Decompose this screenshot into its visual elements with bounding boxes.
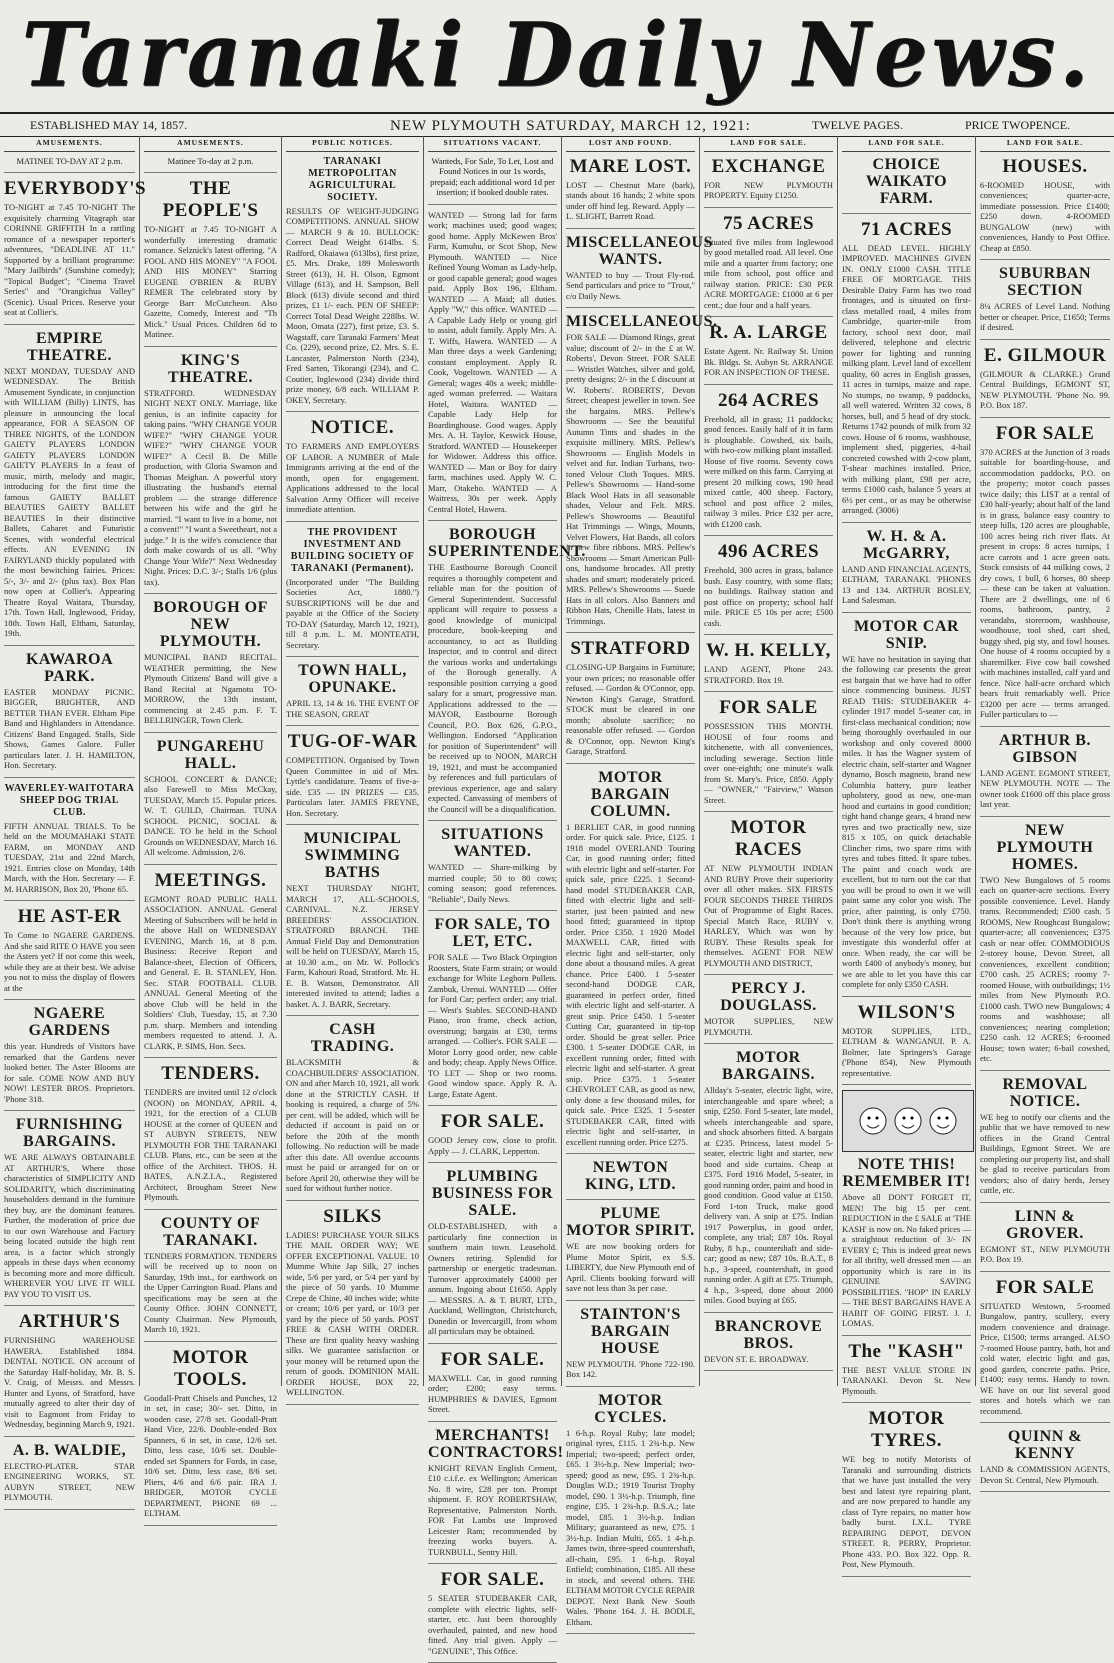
advertisement — [4, 156, 135, 174]
ad-title: FOR SALE, TO LET, ETC. — [434, 916, 551, 950]
ad-body: WANTED — Share-milking by married couple; 50 to 80 cows; coming season; good references. "Reliable", Daily News. — [428, 862, 557, 904]
ad-body: STRATFORD. WEDNESDAY NIGHT NEXT ONLY. Marriage, like genius, is an infinite capacity for taking pains. "WHY CHANGE YOUR WIFE?" "WHY CHANGE YOUR WIFE?" "WHY CHANGE YOUR WIFE?" A Cecil B. De Mille production, with Gloria Swanson and Thomas Meighan. A powerful story illustrating the husband's eternal problem — the strange difference between his wife and the girl he married. "I want to live in a home, not a convent!" "I want a Sweetheart, not a judge." It is the wife's conscience that doth make cowards of us all. "Why Change Your Wife?" Next Wednesday Night. Prices: D.C. 3/-; Stalls 1/6 (plus tax). — [144, 387, 277, 587]
advertisement — [704, 817, 833, 975]
advertisement — [566, 769, 695, 1155]
ad-body: THE Eastbourne Borough Council requires a thoroughly competent and reliable man for the position of General Superintendent. Successful applicant will require to possess a good knowledge of municipal procedure, book-keeping and accountancy, to act as Building Inspector, and to control and direct the various works and undertakings of the Borough generally. A responsible position carrying a good salary for a smart, progressive man. Applications addressed to the — MAYOR, Eastbourne Borough Council, P.O. Box 626, G.P.O., Wellington. Endorsed "Application for position of Superintendent" will be received up to NOON, MARCH 19, 1921, and must be accompanied by references and full particulars of previous experience, age and salary expected. Canvassing of members of the Council will be a disqualification. — [428, 562, 557, 814]
advertisement — [704, 697, 833, 812]
ad-body: Freehold, 300 acres in grass, balance bush. Easy country, with some flats; no buildings. Railway station and post office on property; school half mile. PRICE £5 10s per acre; £500 cash. — [704, 565, 833, 628]
page-count: TWELVE PAGES. — [812, 118, 904, 132]
ad-title: SUBURBAN SECTION — [998, 265, 1091, 299]
advertisement — [4, 906, 135, 1000]
price: PRICE TWOPENCE. — [965, 118, 1071, 132]
ad-body: GOOD Jersey cow, close to profit. Apply — J. CLARK, Lepperton. — [428, 1135, 557, 1156]
ad-body: To Come to NGAERE GARDENS. And she said RITE O HAVE you seen the Asters yet? If not come this week, while they are at their best. We advise you not to miss the display of flowers at the — [4, 930, 135, 993]
column-heading: AMUSEMENTS. — [4, 138, 135, 152]
masthead — [0, 0, 1114, 108]
ad-body: Above all DON'T FORGET IT, MEN! The big 15 per cent. REDUCTION in the £ SALE at 'THE KASH' is now on. No faked prices — a straightout reduction of 3/- IN EVERY £; This is indeed great news for all thrifty, well dressed men — an opportunity which is rare in its GENUINE SAVING POSSIBILITIES. "HOP" IN EARLY — THE BEST BARGAINS HAVE A HABIT OF GOING FIRST. J. J. LOMAS. — [842, 1192, 971, 1328]
ad-body: TO FARMERS AND EMPLOYERS OF LABOR. A NUMBER of Male Immigrants arriving at the end of the month, open for engagement. Applications addressed to the local Salvation Army Officer will receive immediate attention. — [286, 441, 419, 514]
ad-body: EGMONT ST., NEW PLYMOUTH P.O. Box 19. — [980, 1243, 1110, 1264]
ad-body: POSSESSION THIS MONTH. HOUSE of four rooms and kitchenette, with all conveniences, including sewerage. Section little over one-eighth; one minute's walk from St. Mary's. Price, £850. Apply — "OWNER," "Fairview," Watson Street. — [704, 721, 833, 805]
ad-title: WAVERLEY-WAITOTARA SHEEP DOG TRIAL CLUB. — [4, 782, 135, 818]
advertisement — [144, 156, 277, 174]
ad-body: MOTOR SUPPLIES, NEW PLYMOUTH. — [704, 1016, 833, 1037]
ad-body: EGMONT ROAD PUBLIC HALL ASSOCIATION. ANNUAL General Meeting of Subscribers will be held in the above Hall on WEDNESDAY EVENING, March 16, at 8 p.m. Business: Receive Report and Balance-sheet, Election of Officers, and General. E. B. STANLEY, Hon. Sec. STAR FOOTBALL CLUB. ANNUAL General Meeting of the above Club will be held in the Soldiers' Club, Tuesday, 15, at 7.30 p.m. sharp. Members and intending members requested to attend. J. A. CLARK, P. SIMS, Hon. Secs. — [144, 893, 277, 1051]
ad-title: MOTOR BARGAINS. — [722, 1049, 815, 1083]
ad-body: NEXT THURSDAY NIGHT, MARCH 17, ALL-SCHOOLS, CARNIVAL. N.Z. JERSEY BREEDERS' ASSOCIATION. STRATFORD BRANCH. THE Annual Field Day and Demonstration will be held on TUESDAY, March 15, at 10.30 a.m., on Mr. W. Pollock's Farm, Kahouri Road, Stratford. Mr. H. E. B. Watson, Demonstrator. All interested invited to attend; ladies a basket. A. J. BARR, Secretary. — [286, 883, 419, 1009]
advertisement — [144, 1215, 277, 1342]
advertisement — [4, 1311, 135, 1437]
ad-body: (Incorporated under "The Building Societies Act, 1880.") SUBSCRIPTIONS will be due and payable at the Office of the Society TO-DAY (Saturday, March 12, 1921), till 8 p.m. L. M. MONTEATH, Secretary. — [286, 576, 419, 650]
ad-title: HE AST-ER — [17, 906, 122, 927]
advertisement — [144, 1063, 277, 1210]
advertisement — [566, 313, 718, 633]
ad-body: 370 ACRES at the Junction of 3 roads suitable for boarding-house, and accommodation paddocks, P.O. on the property; motor coach passes twice daily; this LIST at a rental of £30 half-yearly; about half of the land is in grass, balance easy country to steep hills, 120 acres are ploughable, 100 acres being rich river flats. At present in crops: 8 acres turnips, 1 acre carrots and 1 acre green oats. Stock consists of 44 milking cows, 2 dry cows, 1 bull, 6 horses, 80 sheep — these can be taken at valuation. There are 2 dwellings, one of 6 rooms, bathroom, pantry, 2 verandahs, storeroom, washhouse, woodhouse, tool shed, cart shed, buggy shed, pig sty, and fowl houses. One house of 4 rooms occupied by a sharemilker. Five cow bail cowshed with machines installed, calf yard and fence. Nice half-acre orchard which bears fruit remarkably well. Price £3200 per acre — terms arranged. Fuller particulars to — — [980, 446, 1110, 719]
ad-body: Freehold, all in grass; 11 paddocks; good fences. Easily half of it in farm is ploughable. Cowshed, six bails, with two-cow milking plant installed. House of five rooms. Seventy cows were milked on this farm. Carrying at present 20 milking cows, 190 head mixed cattle, 400 sheep. Factory, school and post office 2 miles, railway 3 miles. Price £32 per acre, with £1200 cash. — [704, 413, 833, 529]
ad-body: WE ARE ALWAYS OBTAINABLE AT ARTHUR'S, Where those characteristics of SIMPLICITY AND SOLIDARITY, which discriminating householders demand in the furniture they buy, are the dominant features. Further, the moderation of price due to our own Warehouse and Factory being located outside the high rent area, is a factor which strongly appeals in these days when economy is becoming more and more difficult. WHEREVER YOU LIVE IT WILL PAY YOU TO VISIT US. — [4, 1152, 135, 1299]
ad-body: TENDERS FORMATION. TENDERS will be received up to noon on Saturday, 19th inst., for earthwork on the Upper Carrington Road. Plans and specifications may be seen at the County Office. JOHN CONNETT, County Chairman. New Plymouth, March 10, 1921. — [144, 1250, 277, 1334]
ad-title: PLUMBING BUSINESS FOR SALE. — [431, 1168, 554, 1219]
advertisement — [842, 1408, 971, 1577]
ad-body: NEW PLYMOUTH. 'Phone 722-190. Box 142. — [566, 1358, 695, 1379]
ad-title: FOR SALE — [995, 422, 1095, 444]
ad-title: BOROUGH OF NEW PLYMOUTH. — [153, 599, 268, 650]
advertisement — [144, 1347, 277, 1526]
advertisement — [566, 1392, 695, 1635]
ad-title: MISCELLANEOUS. — [566, 313, 718, 330]
advertisement — [144, 870, 277, 1059]
ad-body: Estate Agent. Nr. Railway St. Union Bk. Bldgs. St. Aubyn St. ARRANGE FOR AN INSPECTION OF THESE. — [704, 346, 833, 377]
ad-body: ALL DEAD LEVEL. HIGHLY IMPROVED. MACHINES GIVEN IN. ONLY £1000 CASH. TITLE FREE OF MORTGAGE. THIS Desirable Dairy Farm has two road frontages, and is situated on first-class metalled road, 4 miles from Cambridge, quarter-mile from factory, school next door, mail delivered, telephone and electric power for lighting and running milking plant. Level land of excellent quality, 60 acres in English grasses, 11 acres in turnips, maize and rape. No stumps, no swamp, 9 paddocks, all well watered. Written 32 cows, 8 horses, bull, and 5 head of dry stock. Returns 1742 pounds of milk from 32 cows. House of 6 rooms, washhouse, implement shed, piggeries, 4-bail concreted cowshed with 2-cow plant, T-shear machines installed. Price, with milking plant, £98 per acre, terms £1000 cash, balance 5 years at 6½ per cent., or as may be otherwise arranged. (3006) — [842, 242, 971, 515]
advertisement — [980, 822, 1110, 1071]
ad-body: this year. Hundreds of Visitors have remarked that the Gardens never looked better. The Aster Blooms are for sale. COME NOW AND BUY NOW! LESTER BROS. Proprietors. 'Phone 318. — [4, 1041, 135, 1104]
column-8 — [976, 136, 1114, 1485]
ad-title: PUNGAREHU HALL. — [156, 737, 265, 772]
ad-title: EVERYBODY'S — [4, 178, 147, 199]
ad-title: R. A. LARGE — [709, 322, 828, 343]
advertisement — [980, 345, 1110, 418]
advertisement — [428, 1426, 564, 1565]
ad-title: 71 ACRES — [860, 218, 953, 240]
ad-title: PLUME MOTOR SPIRIT. — [566, 1205, 695, 1239]
ad-title: ARTHUR B. GIBSON — [999, 731, 1091, 766]
advertisement — [4, 783, 135, 902]
ad-title: LINN & GROVER. — [1006, 1207, 1084, 1242]
ad-body: MOTOR SUPPLIES, LTD., ELTHAM & WANGANUI. P. A. Bolmer, late Springers's Garage ('Phone 854), New Plymouth representative. — [842, 1025, 971, 1078]
ad-title: SILKS — [323, 1205, 382, 1227]
advertisement — [4, 1442, 135, 1510]
column-6 — [700, 136, 838, 1386]
ad-title: THE PROVIDENT INVESTMENT AND BUILDING SOCIETY OF TARANAKI (Permanent). — [290, 526, 415, 574]
ad-title: REMOVAL NOTICE. — [1002, 1075, 1088, 1110]
ad-title: MOTOR TOOLS. — [172, 1346, 249, 1390]
established-date: ESTABLISHED MAY 14, 1857. — [30, 118, 188, 132]
advertisement — [428, 1349, 557, 1422]
ad-body: ELECTRO-PLATER. STAR ENGINEERING WORKS, ST. AUBYN STREET, NEW PLYMOUTH. — [4, 1460, 135, 1502]
ad-title: MOTOR CAR SNIP. — [853, 617, 960, 652]
ad-body: SITUATED Westown, 5-roomed Bungalow, pantry, scullery, every modern convenience and drainage. Price, £1500; terms arranged. ALSO 7-roomed House pantry, bath, hot and cold water, electric light and gas, good garden, concrete paths. Price, £1400; easy terms. Handy to town. WE have on our list several good stores and hotels which we can recommend. — [980, 1300, 1110, 1416]
ad-body: TO-NIGHT at 7.45 TO-NIGHT The exquisitely charming Vitagraph star CORINNE GRIFFITH In a rattling romance of a newspaper reporter's adventures, "DEADLINE AT 11." Supported by a brilliant programme: "Mary Jailbirds" (Sunshine comedy); "Topical Budget"; "Cinema Travel Series" and "Orangichua Valley" (Scenic). Usual Prices. Reserve your seat at Collier's. — [4, 202, 135, 317]
column-heading: LOST AND FOUND. — [566, 138, 695, 152]
ad-note: MATINEE TO-DAY AT 2 p.m. — [16, 155, 123, 166]
ad-title: WILSON'S — [857, 1001, 956, 1023]
advertisement — [4, 178, 147, 325]
column-heading: AMUSEMENTS. — [144, 138, 277, 152]
ad-body: WE have no hesitation in saying that the following car presents the great est bargain that we have had to offer since commencing business. JUST READ THIS: STUDEBAKER 4-cylinder 1917 model 5-seater car, in first-class mechanical condition; now being thoroughly overhauled in our workshop and only covered 8000 miles. It has the Wagner system of electric chain, self-starter and Wagner dynamo, Bosch magneto, brand new Columbia battery, pure leather upholstery, good as new, one-man hood and curtains in good condition; right hand change gears, 4 brand new tyres and two practically new, size 815 x 105, on quick detachable Clincher rims, two spare rims with tyres and tubes fitted. It spare tubes. The paint and coach work are excellent, but to turn out the car that you will be proud to own it we will paint same any color you wish. The price, after painting, is only £750. Don't think there is anything wrong because of the very low price, but investigate this wonderful offer at once. When ready, the car will be worth £400 of anybody's money, but we are able to let you have this car complete for only £350 CASH. — [842, 653, 971, 989]
ad-body: TO-NIGHT at 7.45 TO-NIGHT A wonderfully interesting dramatic romance. Selznick's latest offering. "A FOOL AND HIS MONEY" "A FOOL AND HIS MONEY" Starring EUGENE O'BRIEN & RUBY REMER The celebrated story by George Barr McCutcheon. Also Gazette, Comedy, Interest and "Th Mick." Usual Prices. Children 6d to Matinee. — [144, 224, 277, 339]
ad-body: LAND AND FINANCIAL AGENTS, ELTHAM, TARANAKI. 'PHONES 13 and 134. ARTHUR BOSLEY, Land Salesman. — [842, 563, 971, 605]
ad-title: NGAERE GARDENS — [28, 1005, 111, 1039]
advertisement — [980, 1208, 1110, 1272]
advertisement — [428, 1168, 557, 1344]
ad-title: The "KASH" — [848, 1340, 965, 1362]
advertisement — [842, 1090, 971, 1336]
advertisement — [704, 980, 833, 1044]
advertisement — [842, 1341, 971, 1404]
ad-body: OLD-ESTABLISHED, with a particularly fine connection in southern main town. Leasehold. Owners retiring. Splendid for partnership or energetic tradesman. Turnover approximately £4000 per annum. Ingoing about £1650. Apply — MESSRS. A. & T. BURT, LTD., Auckland, Wellington, Christchurch, Dunedin or Invercargill, from whom all particulars may be obtained. — [428, 1221, 557, 1336]
ad-title: FURNISHING BARGAINS. — [15, 1116, 124, 1150]
ad-body: 1 BERLIET CAR, in good running order. For quick sale. Price, £125. 1 1918 model OVERLAND Touring Car, in good running order; fitted with electric light and self-starter. For quick sale, price £225. 1 Second-hand model STUDEBAKER CAR, fitted with electric light and self-starter, just been painted and new hood fitted; guaranteed in tiptop order. Price £350. 1 1920 Model MAXWELL CAR, fitted with electric light and self-starter, only done about a thousand miles. A great chance. Price £400. 1 5-seater second-hand DODGE CAR, guaranteed in perfect order, fitted with electric light and self-starter. A great snip. Price £450. 1 5-seater Cutting Car, guaranteed in tip-top order. Should be great seller. Price £300. 1 5-seater DODGE CAR, in excellent running order, fitted with electric light and self-starter. A great snip. Price £375. 1 5-seater CHEVROLET CAR, as good as new, only done a few thousand miles, for quick sale. Price £325. 1 5-seater STUDEBAKER CAR, fitted with electric light and self-starter, in excellent running order. Price £275. — [566, 821, 695, 1147]
ad-body: WANTED — Strong lad for farm work; machines used; good wages; good home. Apply McKewen Bros' Farm, Kumuhu, or Scot Shop, New Plymouth. WANTED — Nice Refined Young Woman as Lady-help, or good capable general; good wages paid. Apply Box 196, Eltham. WANTED — A Maid; all duties. Apply "W," this office. WANTED — A Capable Lady Help or young girl to assist, adult family. Apply Mrs. A. T. Wiffs, Hawera. WANTED — A Man three days a week Gardening; constant employment. Apply R. Cook, Vogeltown. WANTED — A General; wages 40s a week; middle-aged woman preferred. — Waitara Hotel, Waitara. WANTED — Capable Lady Help for Boardinghouse. Good wages. Apply Mrs. A. H. Taylor, Keswick House, Stratford. WANTED — Housekeeper for Widower. Address this office. WANTED — Man or Boy for dairy farm, machines used. Apply W. C. Marr, Otakeho. WANTED — A Waitress, 30s per week. Apply Central Hotel, Hawera. — [428, 209, 557, 514]
issue-date: NEW PLYMOUTH SATURDAY, MARCH 12, 1921: — [390, 118, 751, 134]
column-1 — [0, 136, 147, 1502]
ad-title: MOTOR BARGAIN COLUMN. — [590, 768, 671, 820]
ad-body: 5 SEATER STUDEBAKER CAR, complete with electric lights, self-starter, etc. Just been thoroughly overhauled, painted, and new hood fitted. Any trial given. Apply — "GENUINE", This Office. — [428, 1593, 557, 1656]
ad-title: A. B. WALDIE, — [12, 1441, 127, 1459]
ad-title: THE PEOPLE'S — [162, 178, 259, 221]
advertisement — [980, 265, 1110, 340]
ad-title: MERCHANTS! CONTRACTORS! — [428, 1426, 564, 1461]
ad-body: WE beg to notify Motorists of Taranaki and surrounding districts that we have just installed the very best and latest tyre repairing plant, and are now prepared to handle any class of Tyre repairs, no matter how badly burst. I.X.L. TYRE REPAIRING DEPOT, DEVON STREET. R. PERRY, Proprietor. Phone 433. P.O. Box 322. Opp. R. Post, New Plymouth. — [842, 1454, 971, 1569]
ad-body: Situated five miles from Inglewood by good metalled road. All level. One mile and a quarter from factory; one mile from school, post office and railway station. PRICE: £30 PER ACRE MORTGAGE: £1000 at 6 per cent.; due four and a half years. — [704, 236, 833, 310]
ad-title: TOWN HALL, OPUNAKE. — [298, 662, 407, 696]
advertisement — [566, 1205, 695, 1301]
ad-body: 6-ROOMED HOUSE, with conveniences; quarter-acre, immediate possession. Price £1400; £250 down. 4-ROOMED BUNGALOW (new) with conveniences, Handy to Post Office. Cheap at £850. — [980, 179, 1110, 253]
ad-title: 75 ACRES — [722, 212, 815, 234]
ad-title: NEWTON KING, LTD. — [584, 1159, 677, 1193]
ad-body: FOR NEW PLYMOUTH PROPERTY. Equity £1250. — [704, 179, 833, 200]
ad-title: STRATFORD — [570, 638, 691, 659]
advertisement — [980, 156, 1110, 261]
ad-body: EASTER MONDAY PICNIC. BIGGER, BRIGHTER, AND BETTER THAN EVER. Eltham Pipe Band and Highlanders in Attendance. Citizens' Band Engaged. Stalls, Side Shows, Games Galore. Fuller particulars later. J. H. HAMILTON, Hon. Secretary. — [4, 686, 135, 770]
ad-title: FOR SALE — [719, 697, 818, 718]
ad-body: LAND AGENT, Phone 243. STRATFORD. Box 19. — [704, 664, 833, 685]
ad-title: EXCHANGE — [711, 155, 826, 177]
advertisement — [144, 599, 277, 733]
ad-body: (GILMOUR & CLARKE.) Grand Central Buildings, EGMONT ST, NEW PLYMOUTH. 'Phone No. 99. P.O. Box 187. — [980, 368, 1110, 410]
ad-body: COMPETITION. Organised by Town Queen Committee in aid of Mrs. Lyttle's candidature. Teams of five-a-side. £35 — IN PRIZES — £35. Particulars later. JAMES FREYNE, Hon. Secretary. — [286, 755, 419, 818]
ad-title: CASH TRADING. — [310, 1021, 395, 1055]
ad-body: SCHOOL CONCERT & DANCE; also Farewell to Miss McCkay, TUESDAY, March 15. Popular prices. W. T. GUILD, Chairman. TUNA SCHOOL PICNIC, SOCIAL & DANCE. TO be held in the School Grounds on WEDNESDAY, March 16. All welcome. Admission, 2/6. — [144, 773, 278, 857]
ad-body: KNIGHT REVAN English Cement, £10 c.i.f.e. ex Wellington; American No. 8 wire, £28 per ton. Prompt shipment. F. ROY ROBERTSHAW, Representative, Palmerston North. FOR Fat Lambs use Improved Leicester Ram; recommended by freezing works buyers. A. TURNBULL, Sentry Hill. — [428, 1462, 557, 1557]
advertisement — [286, 417, 419, 522]
ad-body: MUNICIPAL BAND RECITAL. WEATHER permitting, the New Plymouth Citizens' Band will give a Band Recital at Ngamotu TO-MORROW, the 13th instant, commencing at 2.45 p.m. F. T. BELLRINGER, Town Clerk. — [144, 652, 277, 725]
column-5 — [562, 136, 718, 1627]
advertisement — [980, 1277, 1110, 1424]
ad-body: NEXT MONDAY, TUESDAY AND WEDNESDAY. The British Amusement Syndicate, in conjunction with WILLIAM (Billy) LINTS, has pleasure in announcing the local appearance, FOR A SEASON OF THREE NIGHTS, of the LONDON GAIETY PLAYERS LONDON GAIETY PLAYERS LONDON GAIETY PLAYERS In a feast of music, mirth, melody and magic, introducing for the first time the famous GAIETY BALLET BEAUTIES GAIETY BALLET BEAUTIES In their distinctive Ballets, Cabaret and Futuristic Scenes, with wonderful electrical effects. AN EVENING IN FAIRYLAND thickly populated with the most bewitching fairies. Prices: 5/-, 3/- and 2/- (plus tax). Box Plan now open at Collier's. Appearing Theatre Royal Waitara, Thursday, 17th. Town Hall, Inglewood, Friday, 18th. Town Hall, Eltham, Saturday, 19th. — [4, 365, 135, 638]
ad-title: MOTOR CYCLES. — [594, 1391, 667, 1426]
advertisement — [566, 233, 713, 309]
ad-title: KAWAROA PARK. — [25, 650, 114, 685]
ad-body: LAND AGENT. EGMONT STREET, NEW PLYMOUTH. NOTE — The owner took £1600 off this place gross last year. — [980, 767, 1110, 809]
advertisement — [428, 526, 586, 821]
column-heading: PUBLIC NOTICES. — [286, 138, 419, 152]
advertisement — [144, 738, 277, 865]
ad-body: WANTED to buy — Trout Fly-rod. Send particulars and price to "Trout," c/o Daily News. — [566, 269, 695, 301]
ad-title: W. H. KELLY, — [706, 640, 831, 661]
advertisement — [428, 210, 557, 522]
ad-title: TENDERS. — [161, 1063, 260, 1084]
column-heading: SITUATIONS VACANT. — [428, 138, 557, 152]
ad-body: LAND & COMMISSION AGENTS, Devon St. Central, New Plymouth. — [980, 1464, 1110, 1485]
advertisement — [286, 662, 419, 726]
ad-title: ARTHUR'S — [18, 1311, 121, 1332]
ad-title: NEW PLYMOUTH HOMES. — [996, 821, 1094, 873]
advertisement — [566, 638, 695, 764]
advertisement — [842, 219, 971, 523]
advertisement — [704, 213, 833, 318]
advertisement — [428, 156, 557, 205]
column-4 — [424, 136, 586, 1656]
advertisement — [842, 1002, 971, 1086]
ad-title: NOTICE. — [310, 417, 395, 438]
ad-title: W. H. & A. McGARRY, — [863, 527, 950, 562]
advertisement — [842, 528, 971, 613]
masthead-title: Taranaki Daily News. — [21, 2, 1093, 106]
ad-body: APRIL 13, 14 & 16. THE EVENT OF THE SEASON, GREAT — [286, 698, 419, 719]
advertisement — [4, 330, 135, 646]
ad-title: CHOICE WAIKATO FARM. — [865, 155, 948, 207]
advertisement — [704, 1318, 833, 1372]
ad-body: 8¼ ACRES of Level Land. Nothing better or cheaper. Price, £1650; Terms if desired. — [980, 301, 1110, 332]
ad-body: TWO New Bungalows of 5 rooms each on quarter-acre sections. Every possible convenience. Level. Handy trams. Recommended; £500 cash. 5 ROOMS, New Roughcast Bungalow; quarter-acre; all conveniences; £375 cash or near offer. COMMODIOUS 2-storey house, Devon Street, all conveniences, excellent condition; £700 cash. 25 ACRES; roomy 7-roomed House, with outbuildings; 1½ miles from New Plymouth P.O. £1000 cash. TWO new Bungalows; 4 rooms and washhouse; all conveniences; nearing completion; £250 cash. 12 ACRES; 6-roomed House; town water; 6-bail cowshed, etc. — [980, 874, 1110, 1063]
ad-body: AT NEW PLYMOUTH INDIAN AND RUBY Prove their superiority over all other makes. SIX FIRSTS FOUR SECONDS THREE THIRDS Out of Programme of Eight Races. Special Match Race, RUBY v. HARLEY, Which was won by RUBY. These Results speak for themselves. AGENT FOR NEW PLYMOUTH AND DISTRICT, — [704, 863, 833, 968]
advertisement — [842, 156, 971, 214]
advertisement — [704, 390, 833, 537]
column-3 — [282, 136, 424, 1397]
advertisement — [704, 1049, 833, 1313]
dateline — [0, 112, 1114, 137]
ad-note: Wanteds, For Sale, To Let, Lost and Found Notices in our 1s words, prepaid; each additional word 1d per insertion; if booked double rates. — [430, 155, 555, 197]
column-7 — [838, 136, 976, 1569]
advertisement — [144, 352, 277, 595]
ad-body: 1 6-h.p. Royal Ruby; late model; original tyres, £115. 1 2¾-h.p. New Imperial; two-speed; perfect order, £65. 1 3½-h.p. New Imperial; two-speed; good as new, £95. 1 2¾-h.p. Douglas W.D.; 1919 Tourist Trophy model, £90. 1 3½-h.p. Triumph, fine engine, £35. 1 2¾-h.p. B.S.A.; late model, £85. 1 3½-h.p. Indian Military; guaranteed as new, £75. 1 3½-h.p. Indian Multi, £65. 1 4-h.p. James twin, three-speed countershaft, all-chain, £95. 1 6-h.p. Royal Enfield; combination, £185. All these in stock, and several others. THE ELTHAM MOTOR CYCLE REPAIR DEPOT. Next Bank New South Wales. 'Phone 164. J. H. BODLE, Eltham. — [566, 1427, 695, 1627]
advertisement — [4, 651, 135, 778]
ad-body: Allday's 5-seater, electric light, wire, interchangeable and spare wheel; a snip, £250. Ford 5-seater, late model, wheels interchangeable and spare, and shock absorbers fitted. A bargain at £235. Princess, latest model 5-seater, electric light and starter, new hood and side curtains. Cheap at £375. Ford 1916 Model, 5-seater, in good running order, paint and hood in good condition. Good value at £150. Ford 1-ton Truck, make good delivery van. A snip at £75. Indian 1917 Powerplus, in good order, complete, any trial; £87 10s. Royal Ruby, 8 h.p., countershaft and side-car; good as new; £87 10s. B.A.T., 8 h.p., 3-speed, countershaft, in good running order. A gift at £75. Triumph, 4 h.p., 3-speed, done about 2000 miles. Good buying at £65. — [704, 1085, 833, 1305]
advertisement — [428, 1111, 557, 1163]
advertisement — [286, 1206, 419, 1405]
advertisement — [980, 1428, 1110, 1492]
column-heading: LAND FOR SALE. — [980, 138, 1110, 152]
advertisement — [4, 1116, 135, 1306]
ad-title: 496 ACRES — [717, 541, 820, 562]
ad-body: DEVON ST. E. BROADWAY. — [704, 1353, 809, 1364]
advertisement — [428, 826, 557, 911]
advertisement — [704, 541, 833, 635]
ad-title: MISCELLANEOUS WANTS. — [566, 233, 713, 268]
advertisement — [4, 1005, 135, 1111]
ad-title: EMPIRE THEATRE. — [26, 329, 113, 364]
ad-body: LADIES! PURCHASE YOUR SILKS THE MAIL ORDER WAY; WE OFFER EXCEPTIONAL VALUE. 10 Mumme White Jap Silk, 27 inches wide, 5/6 per yard, or 5/4 per yard by the piece of 50 yards. 10 Mumme Crepe de Chine, 40 inches wide; white or cream; 10/6 per yard, or 10/3 per yard by the piece of 50 yards. POST FREE & CASH WITH ORDER. These are first quality heavy washing silks. We guarantee satisfaction or your money will be returned upon the return of goods. DOMINION MAIL ORDER HOUSE, BOX 22, WELLINGTON. — [286, 1229, 419, 1397]
ad-body: Goodall-Pratt Chisels and Punches, 12 in set, in case; 30/- set. Ditto, in wooden case, 27/8 set. Goodall-Pratt Hand Vice, 22/6. Double-ended Box Spanners, 6 in set, in case, 12/6 set. Ditto, less case, 10/6 set. Double-ended set Spanners for Fords, in case, 10/6 set. Ditto, less case, 8/6 set. Pliers, 4/6 and 6/6 pair. IRA J. BRIDGER, MOTOR CYCLE DEPARTMENT, PHONE 69 ... ELTHAM. — [144, 1392, 277, 1518]
ad-body: CLOSING-UP Bargains in Furniture; your own prices; no reasonable offer refused. — Gordon & O'Connor, opp. Newton King's Garage, Stratford. STOCK must be cleared in one month; absolute sacrifice; no reasonable offer refused. — Gordon & O'Connor, opp. Newton King's Garage, Stratford. — [566, 662, 695, 756]
ad-title: BOROUGH SUPERINTENDENT. — [428, 526, 586, 560]
ad-title: TUG-OF-WAR — [287, 731, 418, 752]
ad-body: WE are now booking orders for Plume Motor Spirit, ex S.S. LIBERTY, due New Plymouth end of April. Clients booking forward will save not less than 3s per case. — [566, 1241, 695, 1293]
ad-title: PERCY J. DOUGLASS. — [720, 980, 817, 1014]
advertisement — [566, 156, 695, 229]
advertisement — [286, 830, 419, 1016]
faces-illustration-icon — [853, 1096, 963, 1146]
ad-title: SITUATIONS WANTED. — [441, 826, 544, 860]
ad-body: THE BEST VALUE STORE IN TARANAKI. Devon St. New Plymouth. — [842, 1364, 971, 1396]
ad-title: MEETINGS. — [154, 869, 267, 891]
ad-title: STAINTON'S BARGAIN HOUSE — [580, 1305, 681, 1357]
column-heading: LAND FOR SALE. — [842, 138, 971, 152]
advertisement — [144, 178, 277, 347]
ad-title: MUNICIPAL SWIMMING BATHS — [303, 830, 402, 881]
ad-title: E. GILMOUR — [983, 344, 1107, 366]
ad-title: FOR SALE — [995, 1276, 1095, 1298]
advertisement — [286, 527, 419, 658]
column-heading: LAND FOR SALE. — [704, 138, 833, 152]
ad-body: LOST — Chestnut Mare (bark), stands about 16 hands; 2 white spots under off hind leg. Reward. Apply — L. SLIGHT, Barrett Road. — [566, 179, 695, 221]
advertisement — [704, 322, 833, 385]
ad-body: WE beg to notify our clients and the public that we have removed to new offices in the Grand Central Buildings, Egmont Street. We are completing our property list, and shall be glad to receive particulars from vendors; also of dairy herds, Jersey cattle, etc. — [980, 1111, 1110, 1195]
ad-title: NOTE THIS! REMEMBER IT! — [842, 1156, 971, 1190]
advertisement — [980, 1076, 1110, 1203]
ad-title: MOTOR TYRES. — [868, 1408, 945, 1451]
advertisement — [428, 916, 557, 1106]
ad-title: BRANCROVE BROS. — [714, 1317, 823, 1352]
ad-body: FURNISHING WAREHOUSE HAWERA. Established 1884. DENTAL NOTICE. ON account of the Saturday Half-holiday, Mr. B. S. V. Craig, of Messrs. and Messrs. Hunter and Lyons, of Stratford, have mutually agreed to alter their day of visit to Eagmont from Friday to Wednesday, beginning March 9, 1921. — [4, 1335, 135, 1429]
ad-title: QUINN & KENNY — [1007, 1428, 1083, 1462]
ad-title: KING'S THEATRE. — [167, 351, 254, 386]
ad-body: FOR SALE — Diamond Rings, great value; discount of 2/- in the £ at W. Roberts', Devon Street. FOR SALE — Wristlet Watches, silver and gold, pretty designs; 2/- in the £ discount at W. Roberts'. ROBERTS', Devon Street; cheapest jeweller in town. See the bargains. MRS. Pellew's Showrooms — See the beautiful Autumn Tints and shades in the exquisite millinery. MRS. Pellew's Showrooms — English Models in velvet and fur. Indian Turbans, two-toned Velour Cloth Toques. MRS. Pellew's Showrooms — Hand-some Black Wool Hats in all seasonable shades, Velour and Felt. MRS. Pellew's Showrooms — Beautiful Hat Trimmings — Wings, Mounts, Velvet Flowers, Hat Bands, all colors in new fibre ribbons. MRS. Pellew's Showrooms — Smart American Pull-ons, handsome brocades. All pretty shades and smart; moderately priced. MRS. Pellew's Showrooms — Suede Hats in all colors. Also Banners and Ribbon Hats, Chenille Hats, latest in Trimmings. — [566, 332, 695, 626]
ad-title: TARANAKI METROPOLITAN AGRICULTURAL SOCIETY. — [308, 155, 397, 203]
column-2 — [140, 136, 282, 1518]
ad-title: FOR SALE. — [440, 1111, 545, 1132]
illustration — [842, 1090, 974, 1152]
ad-title: FOR SALE. — [440, 1348, 545, 1370]
ad-body: FOR SALE — Two Black Orpington Roosters, State Farm strain; or would exchange for White Leghorn Pullets. Zambuk, Urenui. WANTED — Offer for Ford Car; perfect order; any trial. — West's Stables. SECOND-HAND Piano, iron frame, check action, overstrung; bargain at £30, terms arranged. — Collier's. FOR SALE — Motor Lorry good order, new cable and body; cheap. Apply News Office. TO LET — Shop or two rooms. Good window space. Apply R. A. Large, Estate Agent. — [428, 952, 557, 1099]
ad-body: FIFTH ANNUAL TRIALS. To be held on the MOUMAHAKI STATE FARM, on MONDAY AND TUESDAY, 21st and 22nd March, 1921. Entries close on Monday, 14th March, with the Hon. Secretary — F. M. HARRISON, Box 20, 'Phone 65. — [4, 820, 135, 894]
ad-title: COUNTY OF TARANAKI. — [160, 1214, 261, 1249]
ad-body: TENDERS are invited until 12 o'clock (NOON) on MONDAY, APRIL 4, 1921, for the erection of a CLUB HOUSE at the corner of QUEEN and ST AUBYN STREETS, NEW PLYMOUTH FOR THE TARANAKI CLUB. Plans, etc., can be seen at the office of the Architect. THOS. H. BATES, A.N.Z.I.A., Registered Architect, Brougham Street New Plymouth. — [144, 1087, 277, 1202]
ad-title: MARE LOST. — [569, 155, 692, 177]
advertisement — [286, 156, 419, 413]
ad-title: 264 ACRES — [717, 389, 820, 411]
advertisement — [704, 156, 833, 208]
ad-note: Matinee To-day at 2 p.m. — [167, 155, 254, 166]
ad-body: RESULTS OF WEIGHT-JUDGING COMPETITIONS. ANNUAL SHOW — MARCH 9 & 10. BULLOCK: Correct Dead Weight 614lbs. S. Radford, Okaiawa (613lbs), first prize, £5. Mrs. Drake, 189 Molesworth Street (613), H. H. Olson, Egmont Village (613), and H. Sampson, Bell Block (613) divide second and third prizes, £1 1/- each. PEN OF SHEEP: Correct Total Dead Weight 228lbs. W. Moon, Omata (227), first prize, £3. S. Wagstaff, care Taranaki Farmers' Meat Co. (229), second prize, £2. Mrs. S. E. Lancaster, Palmerston North (234), Fred Sarten, Tikorangi (234), and C. Coutier, Inglewood (234) divide third prize money, 6/8 each. WILLIAM P. OKEY, Secretary. — [286, 205, 419, 405]
ad-title: HOUSES. — [1002, 155, 1088, 177]
advertisement — [842, 618, 971, 997]
advertisement — [566, 1306, 695, 1387]
advertisement — [566, 1159, 695, 1200]
advertisement — [428, 1569, 557, 1663]
ad-title: FOR SALE. — [440, 1569, 545, 1590]
ad-body: MAXWELL Car, in good running order; £200; easy terms. HUMPHRIES & DAVIES, Egmont Street. — [428, 1372, 557, 1414]
advertisement — [286, 731, 419, 825]
ad-title: MOTOR RACES — [730, 817, 807, 860]
advertisement — [286, 1021, 419, 1201]
advertisement — [980, 732, 1110, 817]
ad-body: BLACKSMITH & COACHBUILDERS' ASSOCIATION. ON and after March 10, 1921, all work done at the STRICTLY CASH. If booking is required, a charge of 5% per cent. will be added, which will be deducted if account is paid on or before the 20th of the month following. No reduction will be made after this date. All overdue accounts must be paid or arranged for on or before April 20, otherwise they will be sued for without further notice. — [286, 1057, 419, 1193]
advertisement — [980, 423, 1110, 727]
advertisement — [704, 640, 833, 692]
